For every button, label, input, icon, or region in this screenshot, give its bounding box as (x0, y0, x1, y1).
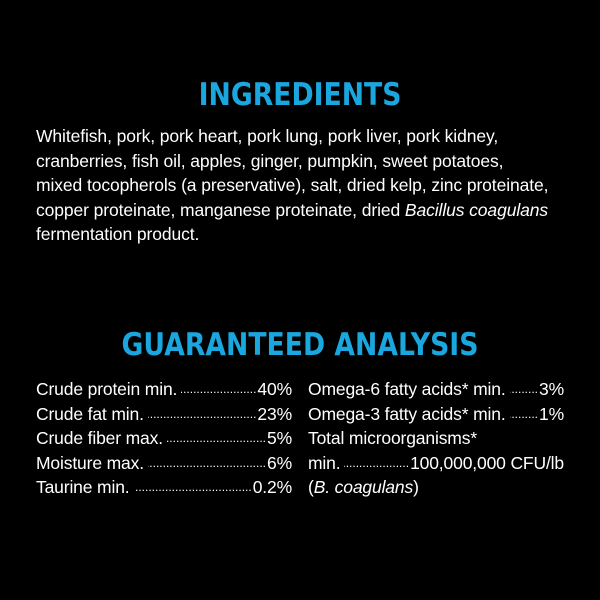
analysis-label: Moisture max. (36, 452, 144, 473)
analysis-row (308, 377, 564, 402)
analysis-row (308, 451, 564, 476)
note-paren-close: ) (413, 477, 419, 498)
leader-dots (344, 455, 409, 469)
analysis-value: 3% (539, 379, 564, 399)
analysis-label: min. (308, 452, 341, 473)
ingredients-list (36, 124, 576, 247)
microorganisms-label: Total microorganisms* (308, 428, 477, 449)
leader-dots (148, 406, 257, 420)
analysis-row (36, 475, 292, 500)
analysis-value: 5% (267, 428, 292, 449)
guaranteed-analysis-heading: GUARANTEED ANALYSIS (121, 327, 479, 363)
analysis-row (36, 377, 292, 402)
leader-dots (510, 406, 538, 420)
ingredients-line: cranberries, fish oil, apples, ginger, pumpkin, sweet potatoes, (36, 150, 504, 171)
analysis-left-column (36, 377, 292, 500)
note-paren-open: ( (308, 477, 314, 498)
analysis-row (308, 402, 564, 427)
analysis-value: 100,000,000 CFU/lb (410, 452, 564, 473)
analysis-label: Crude protein min. (36, 379, 178, 399)
analysis-label: Crude fat min. (36, 403, 144, 424)
bacillus-term: Bacillus coagulans (404, 199, 549, 220)
analysis-row (36, 426, 292, 451)
analysis-label: Omega-3 fatty acids* min. (308, 403, 506, 424)
leader-dots (510, 381, 538, 395)
leader-dots (167, 430, 266, 444)
ingredients-heading: INGREDIENTS (198, 77, 402, 113)
analysis-value: 1% (539, 403, 564, 424)
analysis-value: 0.2% (252, 477, 292, 498)
leader-dots (134, 479, 252, 493)
ingredients-line: fermentation product. (36, 224, 200, 245)
analysis-value: 23% (257, 403, 292, 424)
ingredients-line-text: copper proteinate, manganese proteinate, dried (36, 199, 405, 220)
analysis-row (36, 451, 292, 476)
analysis-label: Omega-6 fatty acids* min. (308, 379, 506, 399)
microorganisms-note (308, 475, 564, 500)
analysis-value: 6% (267, 452, 292, 473)
b-coagulans-term: B. coagulans (313, 477, 414, 498)
ingredients-line: mixed tocopherols (a preservative), salt, dried kelp, zinc proteinate, (36, 175, 549, 196)
analysis-row (36, 402, 292, 427)
ingredients-line (36, 198, 576, 223)
analysis-right-column (308, 377, 564, 500)
leader-dots (148, 455, 266, 469)
analysis-value: 40% (257, 379, 292, 399)
analysis-label: Crude fiber max. (36, 428, 163, 449)
analysis-label: Taurine min. (36, 477, 130, 498)
leader-dots (181, 381, 256, 395)
ingredients-line: Whitefish, pork, pork heart, pork lung, pork liver, pork kidney, (36, 126, 499, 146)
